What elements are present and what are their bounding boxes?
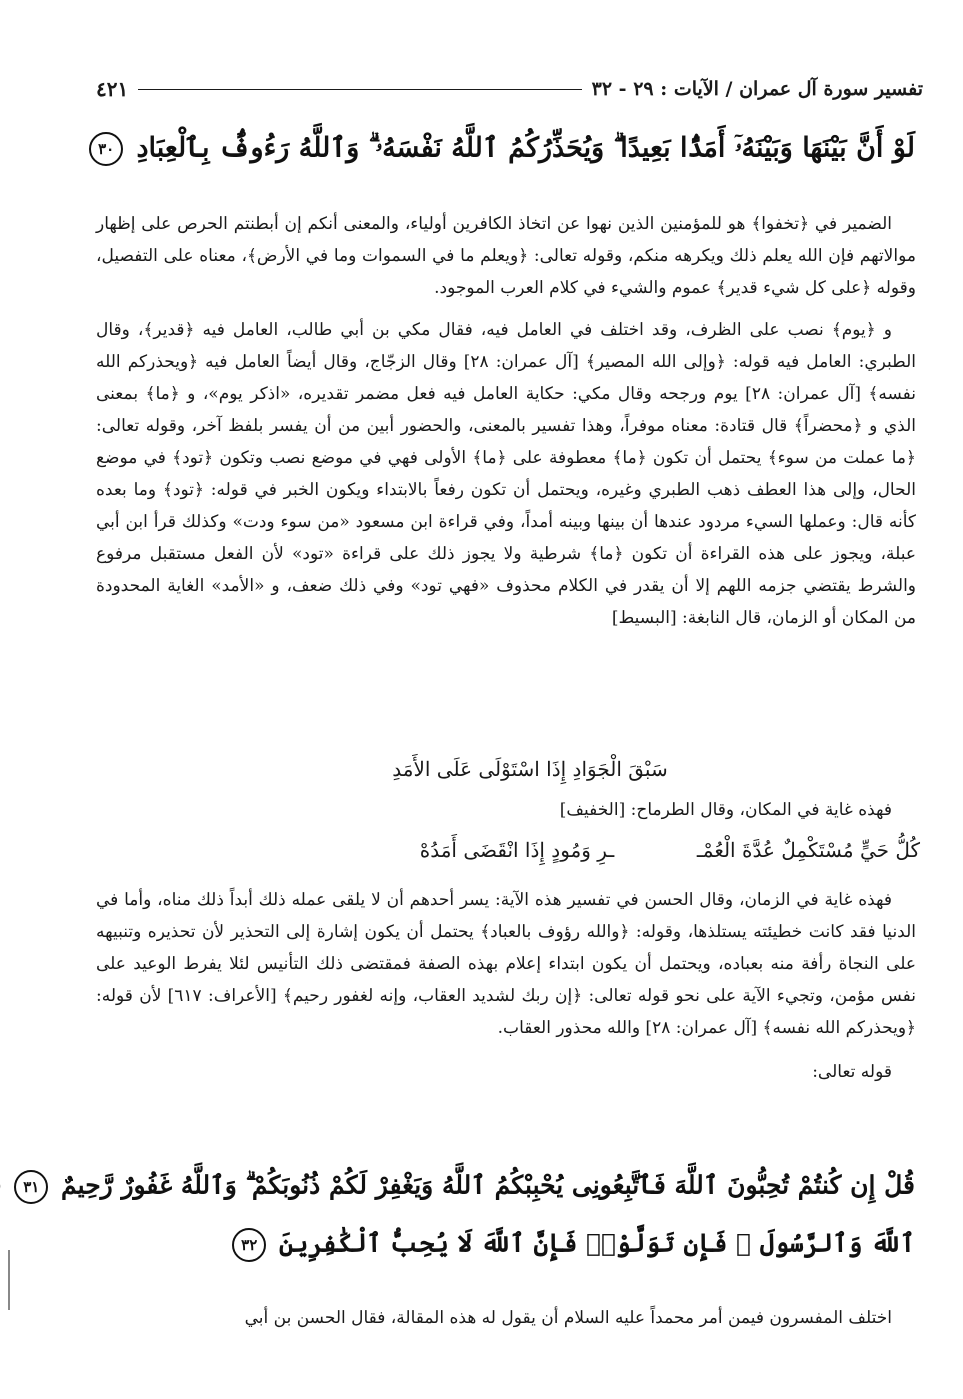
verse-text: لَوْ أَنَّ بَيْنَهَا وَبَيْنَهُۥٓ أَمَدًۢا بَعِيدًا ۗ وَيُحَذِّرُكُمُ ٱللَّهُ نَفْسَهُۥ ۗ وَٱللَّهُ رَءُوفٌۢ بِٱلْعِبَادِ — [136, 132, 915, 164]
header-rule — [138, 89, 581, 90]
header-title: تفسير سورة آل عمران / الآيات : ٢٩ - ٣٢ — [591, 78, 923, 100]
paragraph-4: اختلف المفسرون فيمن أمر محمداً عليه السلام أن يقول له هذه المقالة، فقال الحسن بن أبي — [244, 1308, 892, 1328]
running-header — [96, 72, 923, 106]
quran-verse-31-line — [23, 1170, 915, 1204]
scan-edge-mark — [8, 1250, 10, 1310]
poem-intro-tirimmah — [96, 794, 916, 826]
between-poems-text: فهذه غاية في المكان، وقال الطرماح: [الخفيف] — [559, 800, 892, 820]
paragraph-2: و ﴿يوم﴾ نصب على الظرف، وقد اختلف في العامل فيه، فقال مكي بن أبي طالب، العامل فيه ﴿قدير﴾، وقال الطبري: العامل فيه قوله: ﴿وإلى الله المصير﴾ [آل عمران: ٢٨] وقال الزجّاج، وقال أيضاً العامل فيه ﴿ويحذركم الله نفسه﴾ [آل عمران: ٢٨] يوم ورجحه وقال مكي: حكاية العامل فيه فعل مضمر تقديره، «اذكر يوم»، و ﴿ما﴾ بمعنى الذي و ﴿محضراً﴾ قال قتادة: معناه موفراً، وهذا تفسير بالمعنى، والحضور أبين من أن يفسر بلفظ آخر، وقوله تعالى: ﴿ما عملت من سوء﴾ يحتمل أن تكون ﴿ما﴾ معطوفة على ﴿ما﴾ الأولى فهي في موضع نصب وتكون ﴿تود﴾ في موضع الحال، وإلى هذا العطف ذهب الطبري وغيره، ويحتمل أن تكون رفعاً بالابتداء ويكون الخبر في قوله: ﴿تود﴾ وما بعده كأنه قال: وعملها السيء مردود عندها أن بينها وبينه أمداً، وفي قراءة ابن مسعود «من سوء ودت» وكذلك قرأ ابن أبي عبلة، ويجوز على هذه القراءة أن تكون ﴿ما﴾ شرطية ولا يجوز ذلك على قراءة «تود» لأن الفعل مستقبل مرفوع والشرط يقتضي جزمه اللهم إلا أن يقدر في الكلام محذوف «فهي تود» وفي ذلك ضعف، و «الأمد» الغاية المحدودة من المكان أو الزمان، قال النابغة: [البسيط] — [96, 320, 916, 628]
poem-line-nabigha: سَبْقَ الْجَوَادِ إِذَا اسْتَوْلَى عَلَى الأَمَدِ — [392, 757, 668, 781]
commentary-block-3 — [96, 1302, 916, 1334]
verse-32-text: ٱللَّهَ وَٱلرَّسُولَ ۖ فَإِن تَوَلَّوْا۟ فَإِنَّ ٱللَّهَ لَا يُحِبُّ ٱلْكَٰفِرِينَ — [278, 1228, 915, 1258]
poem-hemistich-1: كُلُّ حَيٍّ مُسْتَكْمِلٌ عُدَّةَ الْعُمْـ — [696, 838, 920, 862]
qawluhu-label: قوله تعالى: — [812, 1062, 892, 1082]
ayah-number-30: ٣٠ — [89, 132, 123, 166]
paragraph-1: الضمير في ﴿تخفوا﴾ هو للمؤمنين الذين نهوا عن اتخاذ الكافرين أولياء، والمعنى أنكم إن أبطنتم الحرص على إظهار موالاتهم فإن الله يعلم ذلك ويكرهه منكم، وقوله تعالى: ﴿ويعلم ما في السموات وما في الأرض﴾، معناه على التفصيل، وقوله ﴿على كل شيء قدير﴾ عموم والشيء في كلام العرب الموجود. — [96, 214, 916, 298]
quran-verse-32-line — [35, 1228, 915, 1262]
commentary-block-2 — [96, 884, 916, 1088]
verse-32-start — [0, 1171, 2, 1200]
commentary-block-1 — [96, 208, 916, 634]
poem-hemistich-2: ـرِ وَمُودٍ إِذَا انْقَضَى أَمَدُهْ — [419, 838, 615, 862]
quran-verse-30 — [45, 132, 915, 166]
ayah-number-32: ٣٢ — [232, 1228, 266, 1262]
poem-line-tirimmah — [240, 838, 920, 862]
paragraph-3: فهذه غاية في الزمان، وقال الحسن في تفسير هذه الآية: يسر أحدهم أن لا يلقى عمله ذلك أبداً ذلك مناه، وأما في الدنيا فقد كانت خطيئته يستلذها، وقوله: ﴿والله رؤوف بالعباد﴾ يحتمل أن يكون إشارة إلى التحذير لأن تحذيره وتنبيهه على النجاة رأفة منه بعباده، ويحتمل أن يكون ابتداء إعلام بهذه الصفة فمقتضى ذلك التأنيس لئلا يفرط الوعيد على نفس مؤمن، وتجيء الآية على نحو قوله تعالى: ﴿إن ربك لشديد العقاب، وإنه لغفور رحيم﴾ [الأعراف: ٦١٧] لأن قوله: ﴿ويحذركم الله نفسه﴾ [آل عمران: ٢٨] والله محذور العقاب. — [96, 890, 916, 1038]
ayah-number-31: ٣١ — [14, 1170, 48, 1204]
page-number: ٤٢١ — [96, 77, 129, 101]
verse-31-text: قُلْ إِن كُنتُمْ تُحِبُّونَ ٱللَّهَ فَٱتَّبِعُونِى يُحْبِبْكُمُ ٱللَّهُ وَيَغْفِرْ لَكُمْ ذُنُوبَكُمْ ۗ وَٱللَّهُ غَفُورٌ رَّحِيمٌ — [61, 1170, 915, 1200]
